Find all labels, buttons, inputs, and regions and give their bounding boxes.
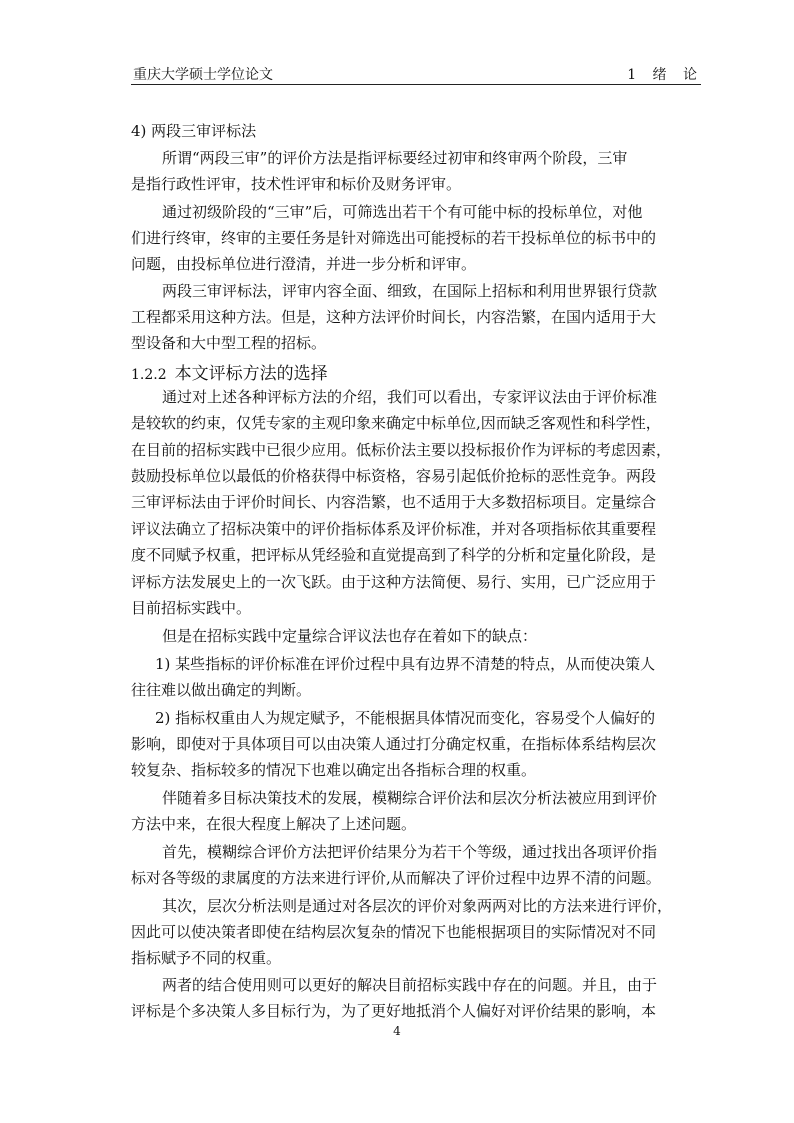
list-item-line: 往往难以做出确定的判断。	[131, 681, 312, 699]
paragraph-line: 是较软的约束，仅凭专家的主观印象来确定中标单位,因而缺乏客观性和科学性，	[131, 414, 661, 432]
paragraph-line: 目前招标实践中。	[131, 599, 252, 617]
paragraph-line: 们进行终审，终审的主要任务是针对筛选出可能授标的若干投标单位的标书中的	[131, 229, 657, 247]
paragraph-line: 标对各等级的隶属度的方法来进行评价,从而解决了评价过程中边界不清的问题。	[131, 869, 661, 887]
paragraph-line: 但是在招标实践中定量综合评议法也存在着如下的缺点：	[162, 627, 538, 645]
paragraph-line: 问题，由投标单位进行澄清，并进一步分析和评审。	[131, 255, 477, 273]
paragraph-line: 两段三审评标法，评审内容全面、细致，在国际上招标和利用世界银行贷款	[162, 282, 658, 300]
paragraph-line: 首先，模糊综合评价方法把评价结果分为若干个等级，通过找出各项评价指	[162, 843, 658, 861]
paragraph-line: 方法中来，在很大程度上解决了上述问题。	[131, 815, 417, 833]
paragraph-line: 是指行政性评审，技术性评审和标价及财务评审。	[131, 175, 462, 193]
list-item-line: 2) 指标权重由人为规定赋予，不能根据具体情况而变化，容易受个人偏好的	[155, 709, 656, 727]
section-heading	[131, 359, 328, 384]
paragraph-line: 评标方法发展史上的一次飞跃。由于这种方法简便、易行、实用，已广泛应用于	[131, 573, 657, 591]
paragraph-line: 伴随着多目标决策技术的发展，模糊综合评价法和层次分析法被应用到评价	[162, 789, 658, 807]
paragraph-line: 所谓“两段三审”的评价方法是指评标要经过初审和终审两个阶段，三审	[162, 149, 628, 167]
paragraph-line: 三审评标法由于评价时间长、内容浩繁，也不适用于大多数招标项目。定量综合	[131, 493, 657, 511]
paragraph-line: 在目前的招标实践中已很少应用。低标价法主要以投标报价作为评标的考虑因素，	[131, 441, 672, 459]
paragraph-line: 指标赋予不同的权重。	[131, 949, 282, 967]
paragraph-line: 通过对上述各种评标方法的介绍，我们可以看出，专家评议法由于评价标准	[162, 388, 658, 406]
paragraph-line: 工程都采用这种方法。但是，这种方法评价时间长，内容浩繁，在国内适用于大	[131, 308, 657, 326]
subsection-title: 4) 两段三审评标法	[131, 122, 257, 140]
paragraph-line: 因此可以使决策者即使在结构层次复杂的情况下也能根据项目的实际情况对不同	[131, 923, 657, 941]
paragraph-line: 鼓励投标单位以最低的价格获得中标资格，容易引起低价抢标的恶性竞争。两段	[131, 467, 657, 485]
paragraph-line: 型设备和大中型工程的招标。	[131, 334, 327, 352]
section-number: 1.2.2	[131, 367, 167, 383]
paragraph-line: 评议法确立了招标决策中的评价指标体系及评价标准，并对各项指标依其重要程	[131, 520, 657, 538]
paragraph-line: 度不同赋予权重，把评标从凭经验和直觉提高到了科学的分析和定量化阶段，是	[131, 546, 657, 564]
page-header	[131, 62, 701, 85]
page-number: 4	[393, 1024, 401, 1038]
paragraph-line: 评标是个多决策人多目标行为，为了更好地抵消个人偏好对评价结果的影响，本	[131, 1002, 657, 1020]
paragraph-line: 两者的结合使用则可以更好的解决目前招标实践中存在的问题。并且，由于	[162, 976, 658, 994]
section-title: 本文评标方法的选择	[174, 364, 328, 384]
list-item-line: 1) 某些指标的评价标准在评价过程中具有边界不清楚的特点，从而使决策人	[155, 655, 656, 673]
list-item-line: 较复杂、指标较多的情况下也难以确定出各指标合理的权重。	[131, 761, 537, 779]
paragraph-line: 通过初级阶段的“三审”后，可筛选出若干个有可能中标的投标单位，对他	[162, 203, 643, 221]
paragraph-line: 其次，层次分析法则是通过对各层次的评价对象两两对比的方法来进行评价，	[162, 897, 673, 915]
header-chapter: 1 绪 论	[627, 67, 697, 83]
header-thesis-title: 重庆大学硕士学位论文	[133, 67, 273, 83]
list-item-line: 影响，即使对于具体项目可以由决策人通过打分确定权重，在指标体系结构层次	[131, 735, 657, 753]
